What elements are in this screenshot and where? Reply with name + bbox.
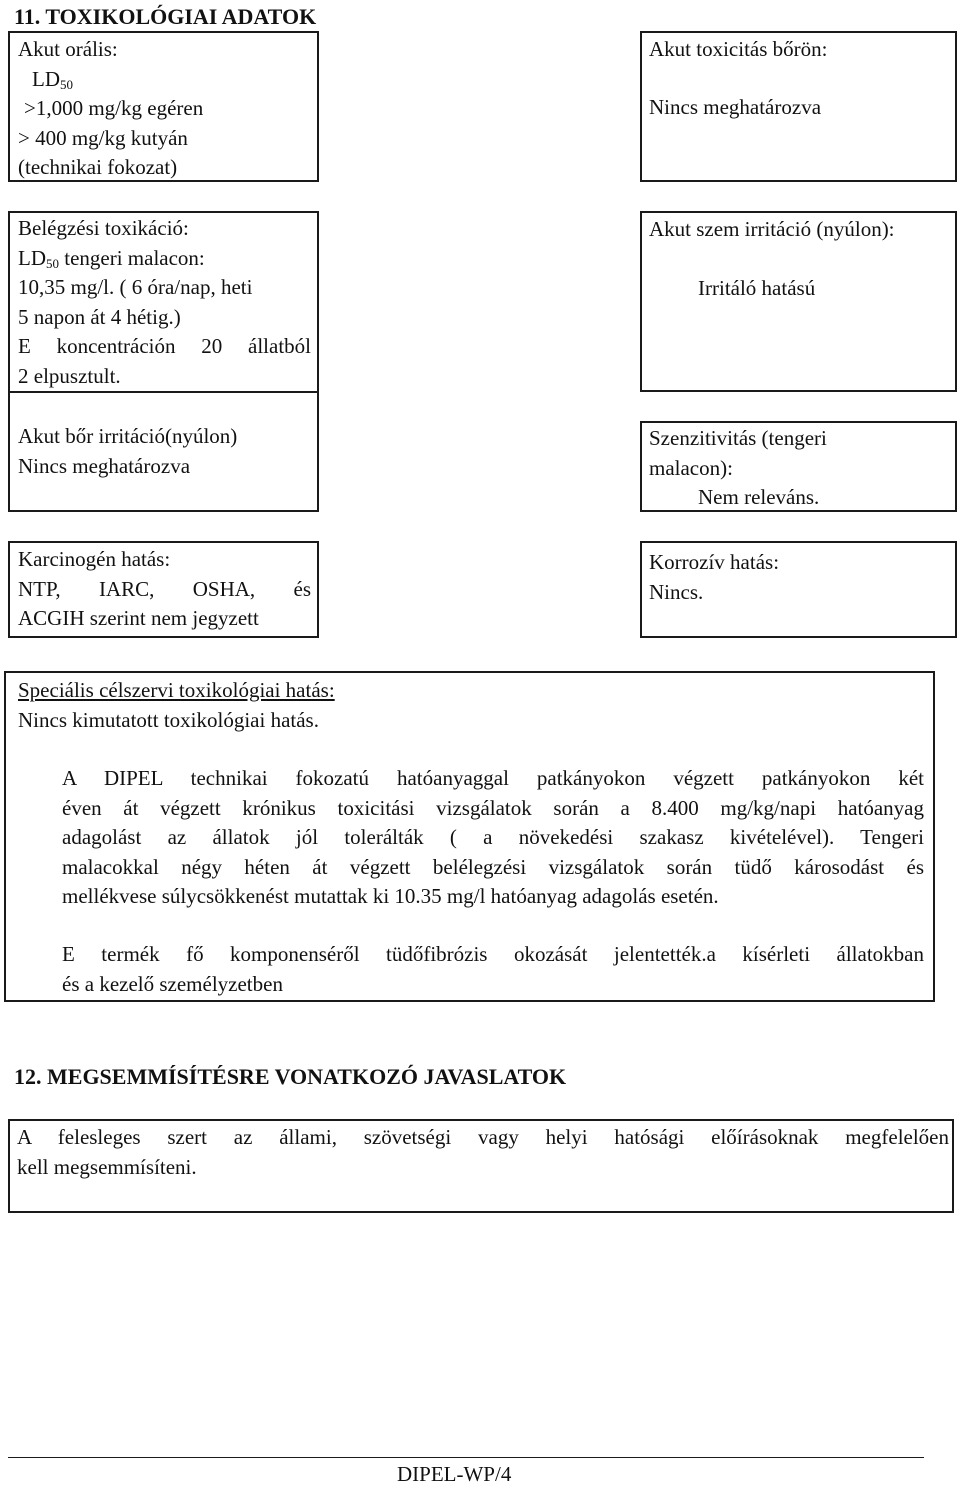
carcinogen-status: ACGIH szerint nem jegyzett bbox=[18, 606, 259, 630]
corrosive-label: Korrozív hatás: bbox=[649, 550, 780, 574]
disposal-line-1: A felesleges szert az állami, szövetségi vagy helyi hatósági előírásoknak megfelelően bbox=[17, 1125, 949, 1149]
paragraph-line: A DIPEL technikai fokozatú hatóanyaggal patkányokon végzett patkányokon két bbox=[62, 766, 924, 790]
inhalation-result: E koncentráción 20 állatból bbox=[18, 334, 311, 358]
paragraph-line: és a kezelő személyzetben bbox=[62, 971, 283, 996]
disposal-box bbox=[8, 1119, 954, 1213]
fibrosis-paragraph bbox=[62, 940, 924, 999]
acute-oral-label: Akut orális: bbox=[18, 37, 118, 61]
paragraph-line: éven át végzett krónikus toxicitási vizsgálatok során a 8.400 mg/kg/napi hatóanyag bbox=[62, 795, 924, 820]
paragraph-line: mellékvese súlycsökkenést mutattak ki 10.35 mg/l hatóanyag adagolás esetén. bbox=[62, 884, 719, 908]
special-toxicity-value: Nincs kimutatott toxikológiai hatás. bbox=[18, 707, 319, 732]
inhalation-dose: 10,35 mg/l. ( 6 óra/nap, heti bbox=[18, 275, 253, 299]
special-toxicity-heading: Speciális célszervi toxikológiai hatás: bbox=[18, 678, 335, 702]
dipel-study-paragraph bbox=[62, 764, 924, 912]
section-12-title: 12. MEGSEMMÍSÍTÉSRE VONATKOZÓ JAVASLATOK bbox=[14, 1064, 567, 1089]
corrosive-value: Nincs. bbox=[649, 579, 704, 604]
section-11-title: 11. TOXIKOLÓGIAI ADATOK bbox=[14, 4, 317, 29]
inhalation-duration: 5 napon át 4 hétig.) bbox=[18, 304, 181, 329]
skin-irritation-value: Nincs meghatározva bbox=[18, 453, 191, 478]
ld50-label: $LD_{50}$ bbox=[32, 66, 73, 92]
skin-irritation-label: Akut bőr irritáció(nyúlon) bbox=[18, 424, 238, 448]
paragraph-line: E termék fő komponenséről tüdőfibrózis okozását jelentették.a kísérleti állatokban bbox=[62, 942, 924, 966]
carcinogen-label: Karcinogén hatás: bbox=[18, 547, 171, 571]
sensitivity-label-1: Szenzitivitás (tengeri bbox=[649, 426, 827, 450]
inhalation-label: Belégzési toxikáció: bbox=[18, 216, 189, 240]
acute-oral-box bbox=[8, 31, 319, 182]
footer-doc-id: DIPEL-WP/4 bbox=[397, 1462, 512, 1486]
sensitivity-value: Nem releváns. bbox=[698, 485, 820, 509]
corrosive-box bbox=[640, 541, 957, 638]
inhalation-deaths: 2 elpusztult. bbox=[18, 363, 121, 388]
mice-value: >1,000 mg/kg egéren bbox=[24, 96, 204, 120]
eye-irritation-value: Irritáló hatású bbox=[698, 275, 816, 300]
footer-rule bbox=[8, 1457, 924, 1458]
sensitivity-box bbox=[640, 421, 957, 512]
acute-skin-tox-box bbox=[640, 31, 957, 182]
eye-irritation-label: Akut szem irritáció (nyúlon): bbox=[649, 217, 895, 241]
paragraph-line: malacokkal négy héten át végzett belélegzési vizsgálatok során tüdő károsodást és bbox=[62, 854, 924, 879]
disposal-line-2: kell megsemmísíteni. bbox=[17, 1154, 197, 1179]
grade-note: (technikai fokozat) bbox=[18, 155, 178, 179]
paragraph-line: adagolást az állatok jól tolerálták ( a növekedési szakasz kivételével). Tengeri bbox=[62, 825, 924, 849]
carcinogen-box bbox=[8, 541, 319, 638]
sensitivity-label-2: malacon): bbox=[649, 455, 733, 480]
inhalation-ld50: $LD_{50}$ tengeri malacon: bbox=[18, 245, 205, 271]
eye-irritation-box bbox=[640, 211, 957, 392]
special-toxicity-box bbox=[4, 671, 935, 1002]
skin-irritation-box bbox=[8, 392, 319, 512]
inhalation-box bbox=[8, 211, 319, 393]
dogs-value: > 400 mg/kg kutyán bbox=[18, 125, 188, 150]
acute-skin-tox-value: Nincs meghatározva bbox=[649, 94, 822, 119]
carcinogen-agencies: NTP, IARC, OSHA, és bbox=[18, 576, 311, 601]
acute-skin-tox-label: Akut toxicitás bőrön: bbox=[649, 37, 828, 61]
